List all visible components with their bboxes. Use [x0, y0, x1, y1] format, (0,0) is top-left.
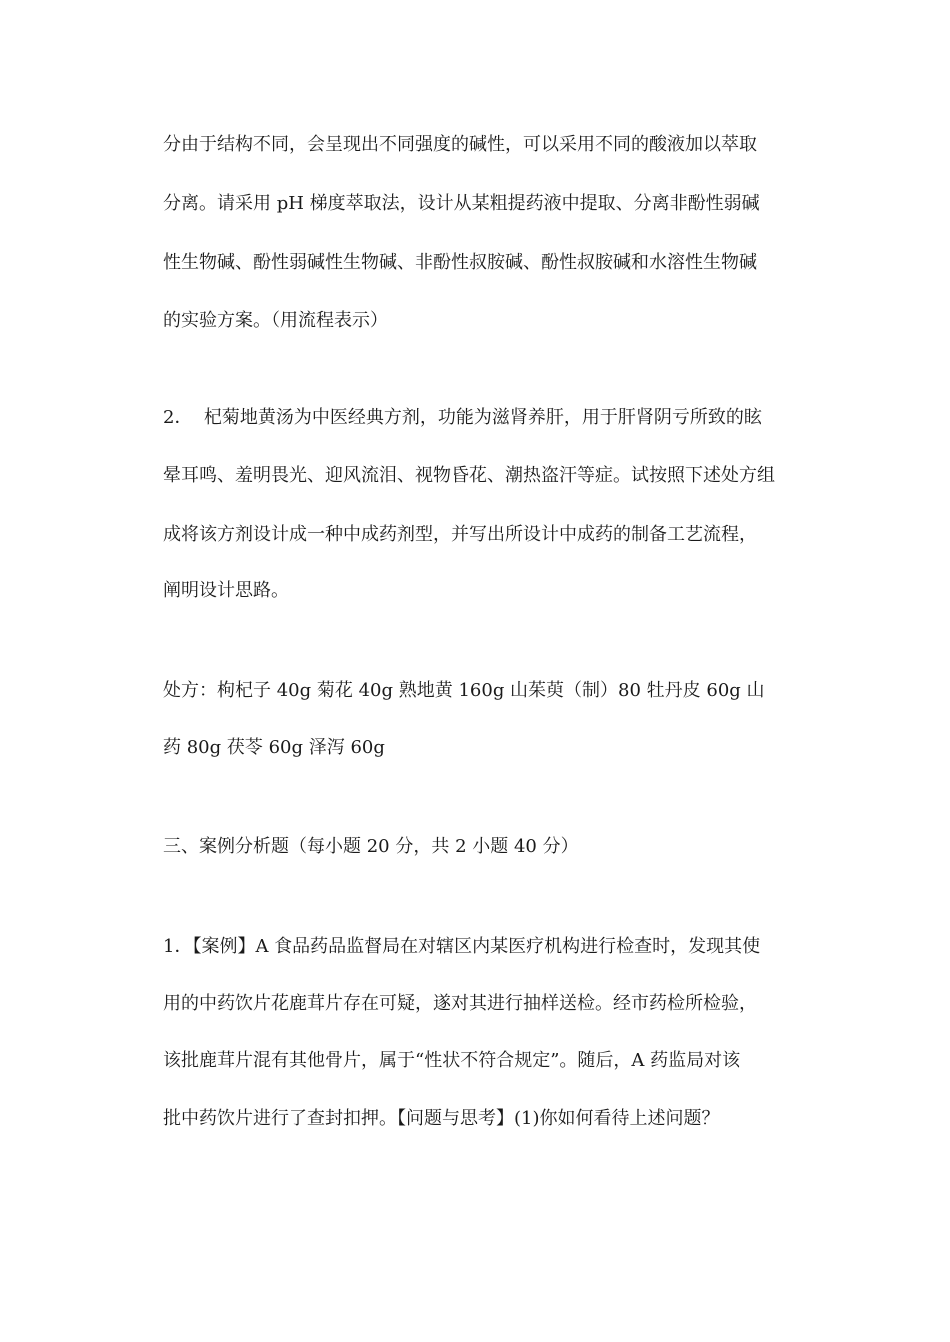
prescription-line-1: 处方：枸杞子 40g 菊花 40g 熟地黄 160g 山茱萸（制）80 牡丹皮 60g 山	[163, 680, 765, 701]
question-2-line-4: 阐明设计思路。	[163, 580, 289, 601]
case-1-line-3: 该批鹿茸片混有其他骨片，属于“性状不符合规定”。随后，A 药监局对该	[163, 1050, 741, 1071]
intro-line-4: 的实验方案。（用流程表示）	[163, 310, 388, 331]
case-1-line-2: 用的中药饮片花鹿茸片存在可疑，遂对其进行抽样送检。经市药检所检验，	[163, 993, 757, 1014]
prescription-line-2: 药 80g 茯苓 60g 泽泻 60g	[163, 737, 385, 758]
intro-line-2: 分离。请采用 pH 梯度萃取法，设计从某粗提药液中提取、分离非酚性弱碱	[163, 193, 760, 214]
question-2-line-2: 晕耳鸣、羞明畏光、迎风流泪、视物昏花、潮热盗汗等症。试按照下述处方组	[163, 465, 775, 486]
question-2-line-1: 2． 杞菊地黄汤为中医经典方剂，功能为滋肾养肝，用于肝肾阴亏所致的眩	[163, 407, 762, 428]
intro-line-3: 性生物碱、酚性弱碱性生物碱、非酚性叔胺碱、酚性叔胺碱和水溶性生物碱	[163, 252, 757, 273]
section-3-heading: 三、案例分析题（每小题 20 分，共 2 小题 40 分）	[163, 836, 579, 857]
case-1-line-1: 1．【案例】A 食品药品监督局在对辖区内某医疗机构进行检查时，发现其使	[163, 936, 761, 957]
intro-line-1: 分由于结构不同，会呈现出不同强度的碱性，可以采用不同的酸液加以萃取	[163, 134, 757, 155]
case-1-line-4: 批中药饮片进行了查封扣押。【问题与思考】(1)你如何看待上述问题？	[163, 1108, 720, 1129]
question-2-line-3: 成将该方剂设计成一种中成药剂型，并写出所设计中成药的制备工艺流程，	[163, 524, 757, 545]
